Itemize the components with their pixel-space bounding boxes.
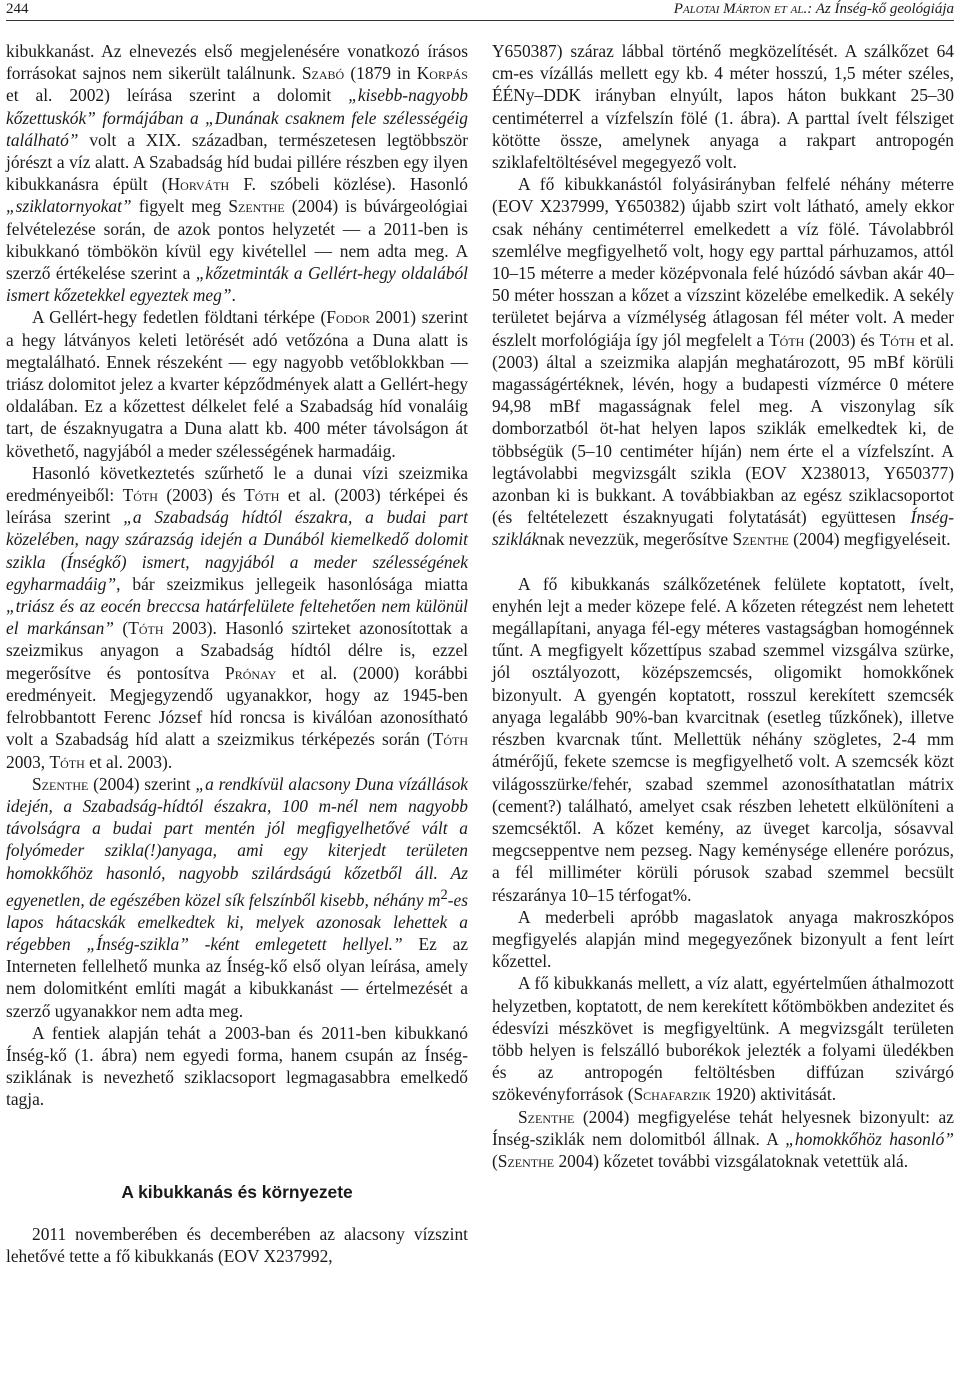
section-heading: A kibukkanás és környezete [121, 1181, 353, 1202]
paragraph: A fentiek alapján tehát a 2003-ban és 2011-ben kibukkanó Ínség-kő (1. ábra) nem egyedi forma, hanem csupán az Ínség-sziklának is nevezhető sziklacsoport legmagasabbra emelkedő tagja. [6, 1022, 468, 1110]
running-title-text: : Az Ínség-kő geológiája [807, 1, 954, 17]
paragraph: A Gellért-hegy fedetlen földtani térképe (Fodor 2001) szerint a hegy látványos keleti letörését adó vetőzóna a Duna alatt is megtalálható. Ennek részeként — egy nagyobb vetőblokkban — triász dolomitot jelez a kvarter képződmények alatt a Gellért-hegy oldalában. Ez a kőzettest délkelet felé a Szabadság híd vonaláig tart, de északnyugatra a Duna alatt kb. 400 méter távolságon át követhető, nagyjából a meder szélességének harmadáig. [6, 307, 468, 461]
paragraph: Hasonló következtetés szűrhető le a dunai vízi szeizmika eredményeiből: Tóth (2003) és Tóth et al. (2003) térképei és leírása szerint „a Szabadság hídtól északra, a budai part közelében, nagy szárazság idején a Dunából kiemelkedő dolomit szikla (Ínségkő) ismert, nagyjából a meder szélességének egyharmadáig”, bár szeizmikus jellegeik hasonlósága miatta „triász és az eocén breccsa határfelülete feltehetően nem különül el markánsan” (Tóth 2003). Hasonló szirteket azonosítottak a szeizmikus anyagon a Szabadság hídtól délre is, ezzel megerősítve és pontosítva Prónay et al. (2000) korábbi eredményeit. Megjegyzendő ugyanakkor, hogy az 1945-ben felrobbantott Ferenc József híd roncsa is kiválóan azonosítható volt a Szabadság híd alatt a szeizmikus térképezés során (Tóth 2003, Tóth et al. 2003). [6, 462, 468, 772]
left-column [6, 40, 468, 1267]
paragraph: Szenthe (2004) szerint „a rendkívül alacsony Duna vízállások idején, a Szabadság-hídtól északra, 100 m-nél nem nagyobb távolságra a budai part mentén jól megfigyelhetővé vált a folyómeder szikla(!)anyaga, ami egy kiterjedt területen homokkőhöz hasonló, nagyobb szilárdságú kőzetből áll. Az egyenetlen, de egészében közel sík felszínből kisebb, néhány $m^2-es$ lapos hátacskák emelkedtek ki, melyek azonosak lehettek a régebben „Ínség-szikla” -ként emlegetett hellyel.” Ez az Interneten fellelhető munka az Ínség-kő első olyan leírása, amely nem dolomitként említi magát a kibukkanást — értelmezését a szerző ugyanakkor nem adta meg. [6, 773, 469, 1021]
paragraph: Y650387) száraz lábbal történő megközelítését. A szálkőzet 64 cm-es vízállás mellett egy kb. 4 méter hosszú, 1,5 méter széles, ÉÉNy–DDK irányban elnyúlt, lapos háton bukkant 25–30 centiméterrel a vízfelszín fölé (1. ábra). A parttal ívelt félsziget kötötte össze, amelynek anyaga a rakpart antropogén sziklafeltöltésével megegyező volt. [492, 41, 954, 173]
paragraph: A fő kibukkanás mellett, a víz alatt, egyértelműen áthalmozott helyzetben, koptatott, de nem kerekített kőtömbökben andezitet és édesvízi mészkövet is megfigyeltünk. A megvizsgált területen több helyen is felszálló buborékok jelezték a folyami üledékben és az antropogén feltöltésben diffúzan szivárgó szökevényforrások (Schafarzik 1920) aktivitását. [492, 973, 954, 1105]
running-title [674, 0, 954, 18]
paragraph: A fő kibukkanás szálkőzetének felülete koptatott, ívelt, enyhén lejt a meder közepe felé. A kőzeten rétegzést nem lehetett megállapítani, anyaga fél-egy méteres vastagságban homogénnek tűnt. A megfigyelt kőzettípus szabad szemmel vizsgálva szürke, jól osztályozott, középszemcsés, oligomikt homokkőnek bizonyult. A gyengén koptatott, rosszul kerekített szemcsék anyaga legalább 90%-ban kvarcitnak (esetleg tűzkőnek), illetve részben kvarcnak tűnt. Mellettük néhány szögletes, 2-4 mm átmérőjű, fekete szemcse is megfigyelhető volt. A szemcsék közt világosszürke/fehér, szabad szemmel azonosíthatatlan mátrix (cement?) található, amelyet csak részben lehetett elkülöníteni a szemcséktől. A kőzet kemény, az üveget karcolja, sósavval megcseppentve nem pezseg. Nagy keménysége ellenére porózus, a fél milliméter körüli pórusok szabad szemmel becsült részaránya 10–15 térfogat%. [492, 573, 954, 905]
paragraph: A fő kibukkanástól folyásirányban felfelé néhány méterre (EOV X237999, Y650382) újabb szirt volt látható, amely ekkor csak néhány centiméterrel emelkedett a víz fölé. Távolabbról szemlélve megfigyelhető volt, hogy egy parttal párhuzamos, attól 10–15 méterre a meder középvonala felé húzódó sávban akár 40–50 méter hosszan a kőzet a vízszint közelébe emelkedik. A sekély területet bejárva a vízmélység átlagosan fél méter volt. A meder észlelt morfológiája így jól megfelelt a Tóth (2003) és Tóth et al. (2003) által a szeizmika alapján meghatározott, 95 mBf körüli magasságértéknek, lévén, hogy a budapesti vízmérce 0 métere 94,98 mBf magasságnak felel meg. A viszonylag sík domborzatból öt-hat helyen lapos sziklák emelkedtek ki, de többségük (5–10 centiméter híján) nem érte el a vízfelszínt. A legtávolabbi megvizsgált szikla (EOV X238013, Y650377) azonban ki is bukkant. A továbbiakban az egész sziklacsoportot (és feltételezett északnyugati folytatását) együttesen Ínség-szikláknak nevezzük, megerősítve Szenthe (2004) megfigyeléseit. [492, 174, 954, 550]
paragraph: A mederbeli apróbb magaslatok anyaga makroszkópos megfigyelés alapján mind megegyezőnek bizonyult a fent leírt kőzettel. [492, 906, 954, 972]
paragraph: kibukkanást. Az elnevezés első megjelenésére vonatkozó írásos forrásokat sajnos nem sikerült találnunk. Szabó (1879 in Korpás et al. 2002) leírása szerint a dolomit „kisebb-nagyobb kőzettuskók” formájában a „Dunának csaknem fele szélességéig található” volt a XIX. században, természetesen legtöbbször jórészt a víz alatt. A Szabadság híd budai pillére részben egy ilyen kibukkanásra épült (Horváth F. szóbeli közlése). Hasonló „sziklatornyokat” figyelt meg Szenthe (2004) is búvárgeológiai felvételezése során, de azok pontos helyzetét — a 2011-ben is kibukkanó tömbökön kívül egy kivétellel — nem adta meg. A szerző értékelése szerint a „kőzetminták a Gellért-hegy oldalából ismert kőzetekkel egyeztek meg”. [6, 41, 468, 306]
page-number: 244 [6, 1, 29, 17]
paragraph: 2011 novemberében és decemberében az alacsony vízszint lehetővé tette a fő kibukkanás (EOV X237992, [6, 1223, 468, 1266]
page-header [6, 0, 954, 21]
paragraph: Szenthe (2004) megfigyelése tehát helyesnek bizonyult: az Ínség-sziklák nem dolomitból állnak. A „homokkőhöz hasonló” (Szenthe 2004) kőzetet további vizsgálatoknak vetettük alá. [492, 1106, 954, 1171]
right-column [492, 40, 954, 1172]
running-author: Palotai Márton et al. [673, 1, 808, 17]
